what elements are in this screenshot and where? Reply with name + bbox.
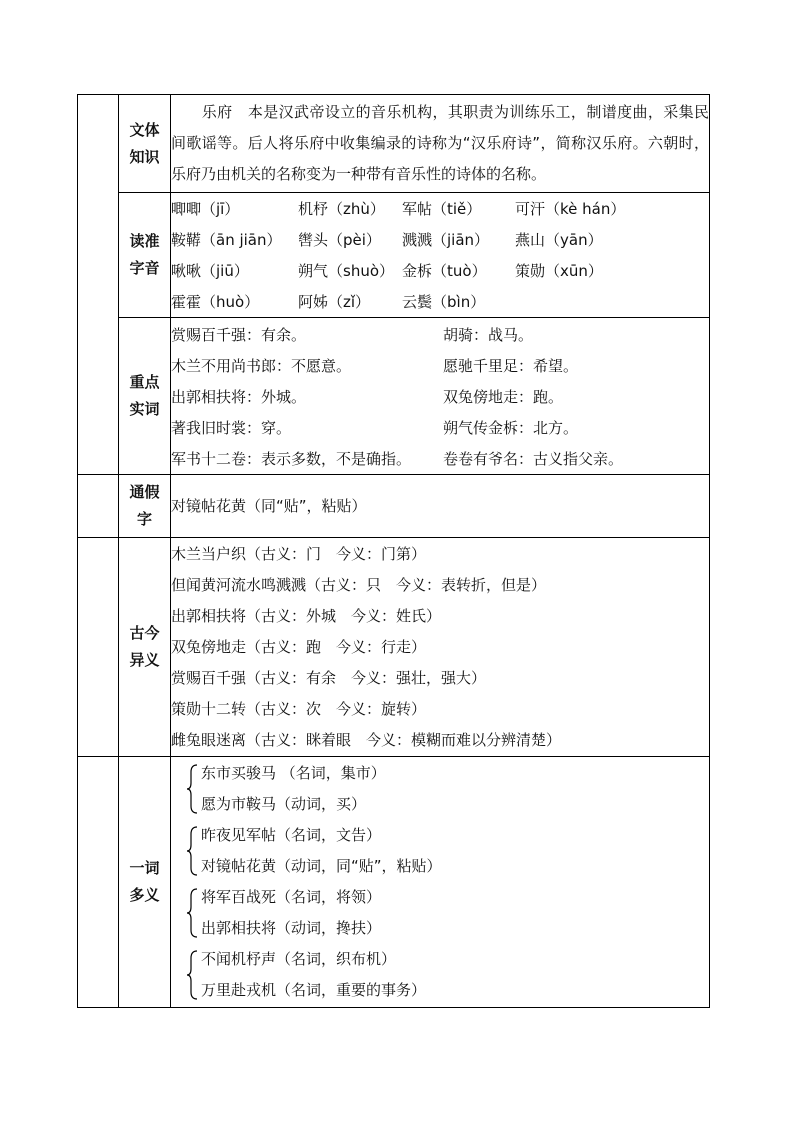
polysemy-item: 昨夜见军帖（名词，文告） <box>201 826 382 844</box>
left-blank-cell-3 <box>78 538 119 757</box>
cell-duzhun <box>171 193 710 318</box>
polysemy-item: 将军百战死（名词，将领） <box>201 888 382 906</box>
polysemy-group <box>171 758 709 820</box>
row-shici <box>78 318 710 475</box>
polysemy-item: 对镜帖花黄（动词，同“贴”，粘贴） <box>201 857 442 875</box>
pinyin-item: 军帖（tiě） <box>402 200 482 218</box>
left-blank-cell-2 <box>78 475 119 538</box>
pinyin-item: 朔气（shuò） <box>298 262 395 280</box>
knowledge-table <box>77 94 710 1008</box>
cell-tongjia <box>171 475 710 538</box>
shici-item: 木兰不用尚书郎：不愿意。 <box>171 356 352 375</box>
gujin-item: 但闻黄河流水鸣溅溅（古义：只 今义：表转折，但是） <box>171 575 547 594</box>
polysemy-group <box>171 882 709 944</box>
label-tongjia: 通假 字 <box>119 475 171 538</box>
row-tongjia <box>78 475 710 538</box>
row-duzhun <box>78 193 710 318</box>
pinyin-item: 啾啾（jiū） <box>171 262 249 280</box>
polysemy-group <box>171 944 709 1006</box>
shici-item: 双兔傍地走：跑。 <box>443 387 564 406</box>
pinyin-item: 溅溅（jiān） <box>402 231 490 249</box>
gujin-item: 赏赐百千强（古义：有余 今义：强壮，强大） <box>171 668 487 687</box>
polysemy-item: 万里赴戎机（名词，重要的事务） <box>201 981 427 999</box>
pinyin-row <box>171 255 709 286</box>
shici-item: 卷卷有爷名：古义指父亲。 <box>443 449 624 468</box>
shici-row <box>171 319 709 350</box>
cell-wenti <box>171 95 710 193</box>
gujin-item: 木兰当户织（古义：门 今义：门第） <box>171 544 427 563</box>
label-shici: 重点 实词 <box>119 318 171 475</box>
wenti-text: 乐府 本是汉武帝设立的音乐机构，其职责为训练乐工，制谱度曲，采集民间歌谣等。后人将乐府中收集编录的诗称为“汉乐府诗”，简称汉乐府。六朝时，乐府乃由机关的名称变为一种带有音乐性的诗体的名称。 <box>171 103 709 183</box>
gujin-item: 出郭相扶将（古义：外城 今义：姓氏） <box>171 606 442 625</box>
label-yici: 一词 多义 <box>119 757 171 1008</box>
left-blank-cell-1 <box>78 95 119 475</box>
polysemy-item: 愿为市鞍马（动词，买） <box>201 795 367 813</box>
pinyin-item: 可汗（kè hán） <box>515 200 626 218</box>
pinyin-row <box>171 193 709 224</box>
polysemy-item: 不闻机杼声（名词，织布机） <box>201 950 397 968</box>
tongjia-text: 对镜帖花黄（同“贴”，粘贴） <box>171 496 367 515</box>
label-duzhun: 读准 字音 <box>119 193 171 318</box>
pinyin-item: 霍霍（huò） <box>171 293 260 311</box>
shici-item: 出郭相扶将：外城。 <box>171 387 307 406</box>
pinyin-row <box>171 286 709 317</box>
brace-icon <box>187 826 199 876</box>
shici-row <box>171 412 709 443</box>
polysemy-group <box>171 820 709 882</box>
left-blank-cell-4 <box>78 757 119 1008</box>
pinyin-item: 金柝（tuò） <box>402 262 487 280</box>
shici-item: 赏赐百千强：有余。 <box>171 325 307 344</box>
shici-item: 胡骑：战马。 <box>443 325 534 344</box>
shici-row <box>171 350 709 381</box>
shici-item: 愿驰千里足：希望。 <box>443 356 579 375</box>
gujin-item: 策勋十二转（古义：次 今义：旋转） <box>171 699 427 718</box>
brace-icon <box>187 888 199 938</box>
pinyin-item: 燕山（yān） <box>515 231 603 249</box>
gujin-item: 双兔傍地走（古义：跑 今义：行走） <box>171 637 427 656</box>
cell-yici <box>171 757 710 1008</box>
pinyin-item: 机杼（zhù） <box>298 200 385 218</box>
pinyin-item: 云鬓（bìn） <box>402 293 486 311</box>
shici-row <box>171 381 709 412</box>
gujin-item: 雌兔眼迷离（古义：眯着眼 今义：模糊而难以分辨清楚） <box>171 730 562 749</box>
polysemy-item: 东市买骏马 （名词，集市） <box>201 764 386 782</box>
brace-icon <box>187 950 199 1000</box>
pinyin-item: 策勋（xūn） <box>515 262 603 280</box>
pinyin-item: 阿姊（zǐ） <box>298 293 371 311</box>
pinyin-row <box>171 224 709 255</box>
label-wenti: 文体 知识 <box>119 95 171 193</box>
pinyin-item: 辔头（pèi） <box>298 231 381 249</box>
shici-row <box>171 443 709 474</box>
row-yici <box>78 757 710 1008</box>
polysemy-item: 出郭相扶将（动词，搀扶） <box>201 919 382 937</box>
shici-item: 著我旧时裳：穿。 <box>171 418 292 437</box>
shici-item: 军书十二卷：表示多数，不是确指。 <box>171 449 412 468</box>
row-wenti <box>78 95 710 193</box>
shici-item: 朔气传金柝：北方。 <box>443 418 579 437</box>
row-gujin <box>78 538 710 757</box>
pinyin-item: 唧唧（jī） <box>171 200 240 218</box>
cell-shici <box>171 318 710 475</box>
cell-gujin <box>171 538 710 757</box>
pinyin-item: 鞍鞯（ān jiān） <box>171 231 282 249</box>
brace-icon <box>187 764 199 814</box>
label-gujin: 古今 异义 <box>119 538 171 757</box>
